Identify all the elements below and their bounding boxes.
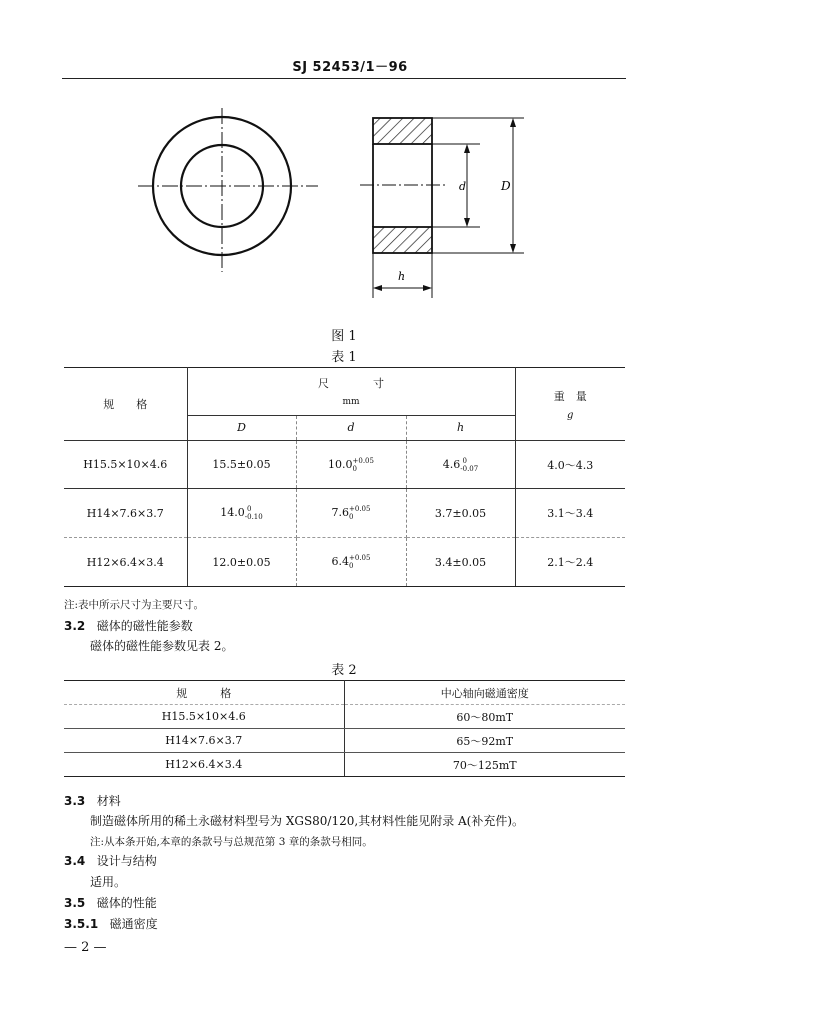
figure-caption: 图 1	[331, 329, 357, 344]
figure-1-drawing	[0, 0, 815, 330]
t2-spec-header: 规 格	[64, 681, 344, 705]
table-row: H15.5×10×4.6 60～80mT	[64, 705, 625, 729]
dimension-label-d: d	[459, 180, 467, 193]
t1-col-d: d	[296, 415, 406, 440]
table-row: H14×7.6×3.7 65～92mT	[64, 729, 625, 753]
t1-size-header: 尺 寸 mm	[187, 368, 515, 416]
table1-caption: 表 1	[331, 350, 357, 365]
section-3-2-body: 磁体的磁性能参数见表 2。	[90, 639, 234, 653]
table-2	[64, 680, 625, 777]
section-3-5-1-heading: 3.5.1 磁通密度	[64, 917, 158, 931]
table1-note: 注:表中所示尺寸为主要尺寸。	[64, 599, 205, 611]
section-3-2-heading: 3.2 磁体的磁性能参数	[64, 619, 193, 633]
table-row: H14×7.6×3.7 14.0 0 -0.10 7.6+0.05 0 3.7±0.05 3.1～3.4	[64, 489, 625, 538]
document-number: SJ 52453/1－96	[292, 60, 408, 75]
section-3-3-body: 制造磁体所用的稀土永磁材料型号为 XGS80/120,其材料性能见附录 A(补充件)。	[90, 814, 525, 828]
ring-section-view	[360, 118, 524, 298]
t1-col-D: D	[187, 415, 296, 440]
ring-front-view	[138, 108, 318, 272]
table-1	[64, 367, 625, 587]
section-3-3-heading: 3.3 材料	[64, 794, 121, 808]
t2-flux-header: 中心轴向磁通密度	[344, 681, 625, 705]
table-row: H12×6.4×3.4 12.0±0.05 6.4+0.05 0 3.4±0.05 2.1～2.4	[64, 538, 625, 587]
section-3-4-body: 适用。	[90, 875, 127, 889]
page-number: — 2 —	[64, 940, 107, 955]
dimension-label-h: h	[398, 270, 406, 283]
table-row: H15.5×10×4.6 15.5±0.05 10.0+0.05 0 4.6 0 -0.07 4.0～4.3	[64, 441, 625, 489]
section-3-5-heading: 3.5 磁体的性能	[64, 896, 157, 910]
t1-spec-header: 规 格	[64, 368, 187, 441]
t1-col-h: h	[406, 415, 515, 440]
t1-mass-header: 重 量 g	[515, 368, 625, 441]
table-row: H12×6.4×3.4 70～125mT	[64, 753, 625, 777]
section-3-4-heading: 3.4 设计与结构	[64, 854, 157, 868]
section-3-3-note: 注:从本条开始,本章的条款号与总规范第 3 章的条款号相同。	[90, 836, 373, 848]
dimension-label-D: D	[501, 179, 511, 193]
table2-caption: 表 2	[331, 663, 357, 678]
